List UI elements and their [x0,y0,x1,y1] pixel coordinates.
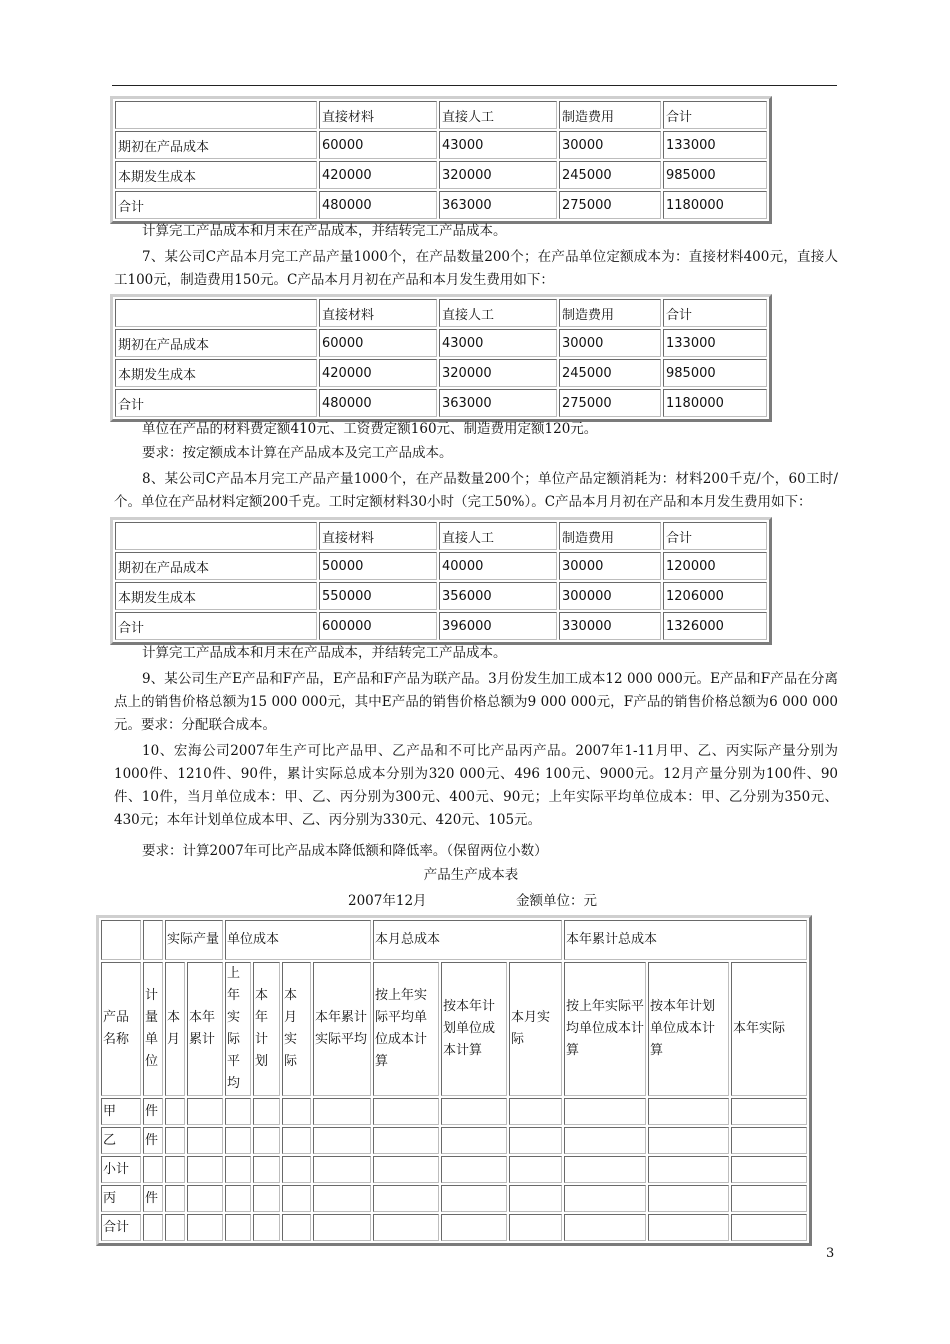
table-cell: 43000 [439,131,557,159]
sub-header-cell: 本月实际 [509,962,562,1096]
table-cell: 363000 [439,191,557,219]
table-cell: 320000 [439,161,557,189]
sub-header-cell: 本年实际 [731,962,807,1096]
table-header-cell: 直接材料 [319,299,437,327]
header-rule [112,85,837,86]
table-header-cell [115,101,317,129]
table-cell: 420000 [319,161,437,189]
cost-table-1 [110,96,772,224]
table-cell: 期初在产品成本 [115,329,317,357]
sub-header-cell: 本年累计 [187,962,223,1096]
table-cell: 120000 [663,552,767,580]
table-cell: 期初在产品成本 [115,552,317,580]
table-header-row [115,299,767,327]
table-header-cell: 合计 [663,101,767,129]
table-cell: 合计 [115,389,317,417]
sub-header-cell: 按上年实际平均单位成本计算 [564,962,646,1096]
product-name-cell: 小计 [101,1156,141,1183]
group-header-month-total: 本月总成本 [373,920,562,960]
cost-table-2 [110,294,772,422]
table-cell: 本期发生成本 [115,582,317,610]
table-header-cell [115,299,317,327]
unit-cell: 件 [143,1098,163,1125]
table-cell: 245000 [559,359,661,387]
table-cell: 1180000 [663,389,767,417]
sub-header-cell: 本年累计实际平均 [313,962,371,1096]
table-row [115,329,767,357]
page-number: 3 [826,1246,835,1261]
table-row [101,1156,807,1183]
cost-table-unit: 金额单位：元 [516,893,597,909]
table-cell: 30000 [559,552,661,580]
q7-note: 单位在产品的材料费定额410元、工资费定额160元、制造费用定额120元。 [142,421,598,437]
sub-header-cell: 按上年实际平均单位成本计算 [373,962,439,1096]
sub-header-cell: 上年实际平均 [225,962,251,1096]
table-row [115,191,767,219]
q8-text: 8、某公司C产品本月完工产品产量1000个，在产品数量200个；单位产品定额消耗为：材料200千克/个，60工时/个。单位在产品材料定额200千克。工时定额材料30小时（完工50%）。C产品本月月初在产品和本月发生费用如下： [114,471,838,510]
table-cell: 1206000 [663,582,767,610]
table-header-row [115,101,767,129]
table-cell: 330000 [559,612,661,640]
unit-cell [143,1156,163,1183]
table-cell: 本期发生成本 [115,161,317,189]
table-cell: 985000 [663,161,767,189]
product-name-cell: 丙 [101,1185,141,1212]
product-name-cell: 乙 [101,1127,141,1154]
table-cell: 60000 [319,131,437,159]
table-row [101,1214,807,1241]
table-cell: 396000 [439,612,557,640]
q7-requirement: 要求：按定额成本计算在产品成本及完工产品成本。 [142,445,453,461]
table-cell: 356000 [439,582,557,610]
table-cell: 133000 [663,131,767,159]
unit-cell: 件 [143,1185,163,1212]
sub-header-cell: 按本年计划单位成本计算 [441,962,507,1096]
table-row [101,1098,807,1125]
table-cell: 50000 [319,552,437,580]
table-cell: 期初在产品成本 [115,131,317,159]
table-header-cell: 合计 [663,299,767,327]
table-cell: 60000 [319,329,437,357]
cost-table-date: 2007年12月 [348,893,427,909]
table-row [115,582,767,610]
table-row [115,161,767,189]
table-cell: 30000 [559,131,661,159]
q9-text: 9、某公司生产E产品和F产品，E产品和F产品为联产品。3月份发生加工成本12 000 000元。E产品和F产品在分离点上的销售价格总额为15 000 000元，其中E产品的销售价格总额为9 000 000元，F产品的销售价格总额为6 000 000元。要求：分配联合成本。 [114,671,838,733]
table-cell: 合计 [115,612,317,640]
table-cell: 1326000 [663,612,767,640]
table-cell: 550000 [319,582,437,610]
table-header-cell: 直接人工 [439,522,557,550]
sub-header-cell: 本年计划 [253,962,280,1096]
table-row [101,1185,807,1212]
table-cell: 600000 [319,612,437,640]
q6-requirement: 计算完工产品成本和月末在产品成本，并结转完工产品成本。 [142,223,507,239]
table-cell: 480000 [319,389,437,417]
sub-header-cell: 计量单位 [143,962,163,1096]
table-header-cell: 直接人工 [439,299,557,327]
group-header-year-total: 本年累计总成本 [564,920,807,960]
empty-cell [101,920,141,960]
table-row [115,389,767,417]
sub-header-cell: 本月 [165,962,185,1096]
unit-cell: 件 [143,1127,163,1154]
table-header-cell: 制造费用 [559,101,661,129]
table-row [115,131,767,159]
table-header-cell: 合计 [663,522,767,550]
table-header-cell: 直接人工 [439,101,557,129]
table-cell: 1180000 [663,191,767,219]
table-cell: 420000 [319,359,437,387]
q8-requirement: 计算完工产品成本和月末在产品成本，并结转完工产品成本。 [142,645,507,661]
group-header-row [101,920,807,960]
table-cell: 985000 [663,359,767,387]
table-row [115,552,767,580]
sub-header-cell: 按本年计划单位成本计算 [648,962,729,1096]
sub-header-cell: 产品名称 [101,962,141,1096]
q10-requirement: 要求：计算2007年可比产品成本降低额和降低率。（保留两位小数） [142,843,548,859]
table-cell: 320000 [439,359,557,387]
table-cell: 合计 [115,191,317,219]
table-cell: 275000 [559,191,661,219]
table-cell: 40000 [439,552,557,580]
product-name-cell: 合计 [101,1214,141,1241]
table-header-row [115,522,767,550]
table-cell: 133000 [663,329,767,357]
cost-table-3 [110,517,772,645]
table-header-cell: 制造费用 [559,522,661,550]
sub-header-row [101,962,807,1096]
product-name-cell: 甲 [101,1098,141,1125]
table-row [115,612,767,640]
product-cost-table [96,915,812,1246]
table-cell: 43000 [439,329,557,357]
table-cell: 363000 [439,389,557,417]
table-cell: 480000 [319,191,437,219]
group-header-actual-output: 实际产量 [165,920,223,960]
cost-table-title: 产品生产成本表 [423,867,519,883]
table-header-cell: 直接材料 [319,101,437,129]
table-cell: 275000 [559,389,661,417]
q10-text: 10、宏海公司2007年生产可比产品甲、乙产品和不可比产品丙产品。2007年1-11月甲、乙、丙实际产量分别为1000件、1210件、90件，累计实际总成本分别为320 000元、496 100元、9000元。12月产量分别为100件、90件、10件，当月单位成本：甲、乙、丙分别为300元、400元、90元；上年实际平均单位成本：甲、乙分别为350元、430元；本年计划单位成本甲、乙、丙分别为330元、420元、105元。 [114,743,838,828]
sub-header-cell: 本月实际 [282,962,311,1096]
table-cell: 本期发生成本 [115,359,317,387]
table-cell: 245000 [559,161,661,189]
table-cell: 300000 [559,582,661,610]
table-header-cell: 直接材料 [319,522,437,550]
unit-cell [143,1214,163,1241]
q7-text: 7、某公司C产品本月完工产品产量1000个，在产品数量200个；在产品单位定额成本为：直接材料400元，直接人工100元，制造费用150元。C产品本月月初在产品和本月发生费用如下： [114,249,838,288]
group-header-unit-cost: 单位成本 [225,920,371,960]
empty-cell [143,920,163,960]
table-row [115,359,767,387]
table-header-cell [115,522,317,550]
table-header-cell: 制造费用 [559,299,661,327]
table-row [101,1127,807,1154]
table-cell: 30000 [559,329,661,357]
